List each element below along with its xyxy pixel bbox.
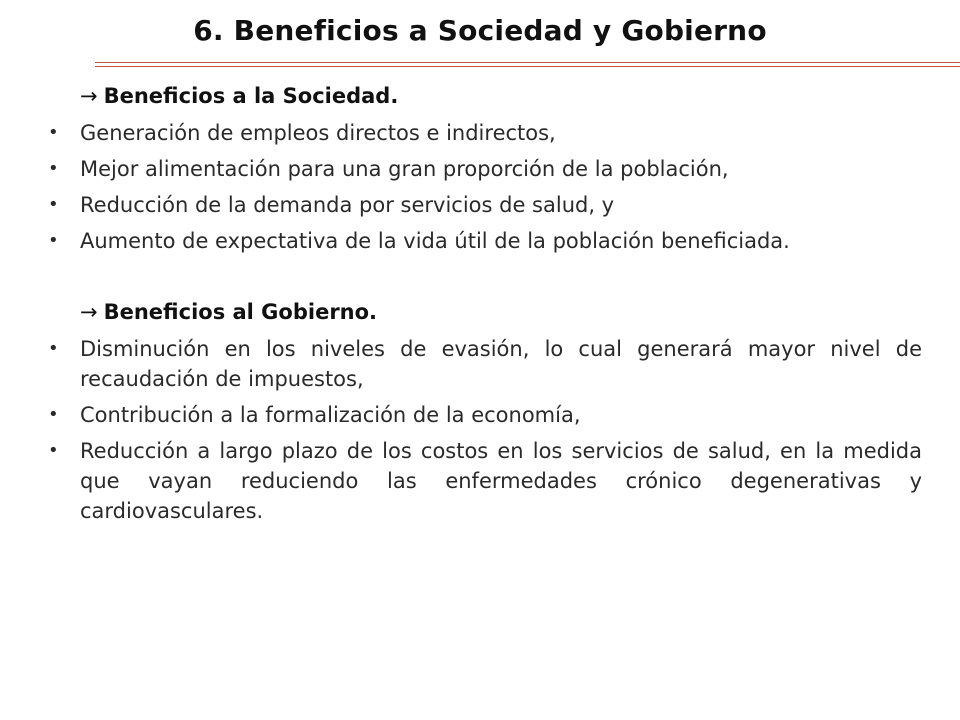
list-item-text: Reducción a largo plazo de los costos en los servicios de salud, en la medida que vayan reduciendo las enfermedades crónico degenerativas y cardiovasculares.: [80, 439, 922, 523]
bullet-list-gobierno: [48, 334, 922, 526]
arrow-right-icon: →: [80, 300, 98, 324]
section-heading-sociedad: [48, 80, 922, 112]
section-heading-text: Beneficios al Gobierno.: [103, 300, 378, 324]
list-item: [48, 118, 922, 148]
title-divider-line: [95, 62, 960, 63]
bullet-list-sociedad: [48, 118, 922, 256]
list-item: [48, 436, 922, 526]
section-heading-text: Beneficios a la Sociedad.: [103, 84, 399, 108]
list-item: [48, 154, 922, 184]
section-heading-gobierno: [48, 296, 922, 328]
list-item-text: Disminución en los niveles de evasión, lo cual generará mayor nivel de recaudación de impuestos,: [80, 337, 922, 391]
list-item-text: Reducción de la demanda por servicios de salud, y: [80, 193, 615, 217]
arrow-right-icon: →: [80, 84, 98, 108]
list-item-text: Mejor alimentación para una gran proporción de la población,: [80, 157, 729, 181]
bullet-icon: •: [48, 194, 59, 215]
bullet-icon: •: [48, 158, 59, 179]
bullet-icon: •: [48, 230, 59, 251]
bullet-icon: •: [48, 404, 59, 425]
bullet-icon: •: [48, 440, 59, 461]
list-item: [48, 190, 922, 220]
bullet-icon: •: [48, 122, 59, 143]
slide-body: [48, 80, 922, 526]
slide-title: 6. Beneficios a Sociedad y Gobierno: [193, 14, 767, 47]
list-item-text: Generación de empleos directos e indirectos,: [80, 121, 556, 145]
list-item-text: Aumento de expectativa de la vida útil de la población beneficiada.: [80, 229, 790, 253]
list-item: [48, 334, 922, 394]
list-item-text: Contribución a la formalización de la economía,: [80, 403, 581, 427]
section-spacer: [48, 256, 922, 296]
title-divider-line: [95, 66, 960, 67]
list-item: [48, 400, 922, 430]
list-item: [48, 226, 922, 256]
bullet-icon: •: [48, 338, 59, 359]
